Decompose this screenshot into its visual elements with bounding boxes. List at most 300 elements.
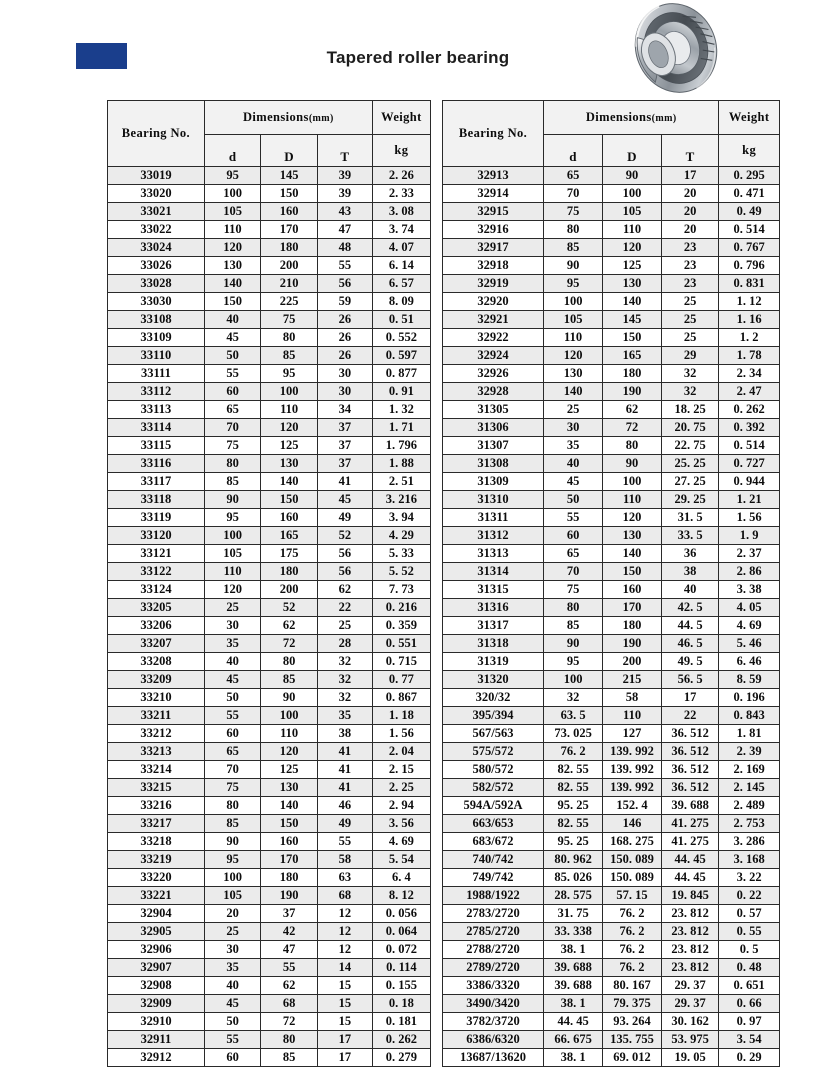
cell-dim-d: 25 bbox=[544, 401, 603, 419]
cell-bearing-no: 32926 bbox=[443, 365, 544, 383]
table-row bbox=[443, 617, 780, 635]
cell-bearing-no: 33116 bbox=[108, 455, 205, 473]
cell-dim-T: 44. 45 bbox=[662, 851, 719, 869]
cell-bearing-no: 33208 bbox=[108, 653, 205, 671]
table-row bbox=[108, 941, 431, 959]
cell-weight: 0. 29 bbox=[719, 1049, 780, 1067]
cell-dim-d: 25 bbox=[204, 923, 261, 941]
cell-bearing-no: 33113 bbox=[108, 401, 205, 419]
cell-weight: 2. 25 bbox=[372, 779, 430, 797]
cell-dim-D: 165 bbox=[261, 527, 318, 545]
cell-dim-T: 38 bbox=[662, 563, 719, 581]
table-row bbox=[108, 545, 431, 563]
cell-dim-D: 80 bbox=[261, 1031, 318, 1049]
header-bearing-no: Bearing No. bbox=[443, 101, 544, 167]
cell-weight: 7. 73 bbox=[372, 581, 430, 599]
cell-dim-D: 165 bbox=[603, 347, 662, 365]
cell-dim-d: 80 bbox=[544, 221, 603, 239]
table-row bbox=[443, 203, 780, 221]
table-row bbox=[108, 509, 431, 527]
cell-dim-d: 100 bbox=[204, 185, 261, 203]
cell-dim-D: 100 bbox=[261, 707, 318, 725]
cell-dim-D: 180 bbox=[261, 869, 318, 887]
cell-weight: 0. 196 bbox=[719, 689, 780, 707]
cell-dim-T: 29. 37 bbox=[662, 977, 719, 995]
cell-bearing-no: 31314 bbox=[443, 563, 544, 581]
cell-dim-d: 130 bbox=[544, 365, 603, 383]
cell-dim-D: 130 bbox=[261, 779, 318, 797]
cell-dim-T: 37 bbox=[317, 419, 372, 437]
cell-weight: 1. 9 bbox=[719, 527, 780, 545]
cell-dim-D: 62 bbox=[603, 401, 662, 419]
table-row bbox=[108, 167, 431, 185]
cell-dim-T: 32 bbox=[662, 383, 719, 401]
cell-dim-d: 105 bbox=[544, 311, 603, 329]
cell-dim-D: 170 bbox=[261, 221, 318, 239]
cell-dim-T: 17 bbox=[317, 1031, 372, 1049]
cell-weight: 2. 33 bbox=[372, 185, 430, 203]
cell-dim-d: 90 bbox=[544, 635, 603, 653]
cell-weight: 2. 86 bbox=[719, 563, 780, 581]
table-row bbox=[443, 527, 780, 545]
cell-weight: 6. 46 bbox=[719, 653, 780, 671]
table-row bbox=[443, 365, 780, 383]
table-row bbox=[443, 563, 780, 581]
header-bearing-no: Bearing No. bbox=[108, 101, 205, 167]
cell-dim-d: 80 bbox=[544, 599, 603, 617]
cell-dim-D: 120 bbox=[603, 509, 662, 527]
cell-dim-T: 39 bbox=[317, 167, 372, 185]
cell-dim-T: 36. 512 bbox=[662, 743, 719, 761]
cell-bearing-no: 683/672 bbox=[443, 833, 544, 851]
table-row bbox=[443, 653, 780, 671]
cell-dim-D: 76. 2 bbox=[603, 923, 662, 941]
cell-weight: 0. 715 bbox=[372, 653, 430, 671]
cell-bearing-no: 33213 bbox=[108, 743, 205, 761]
cell-dim-D: 90 bbox=[261, 689, 318, 707]
cell-weight: 0. 831 bbox=[719, 275, 780, 293]
cell-weight: 3. 54 bbox=[719, 1031, 780, 1049]
cell-dim-D: 160 bbox=[261, 203, 318, 221]
cell-dim-D: 139. 992 bbox=[603, 743, 662, 761]
cell-weight: 0. 77 bbox=[372, 671, 430, 689]
table-row bbox=[443, 995, 780, 1013]
cell-bearing-no: 32904 bbox=[108, 905, 205, 923]
cell-bearing-no: 594A/592A bbox=[443, 797, 544, 815]
cell-dim-d: 60 bbox=[204, 1049, 261, 1067]
cell-dim-D: 42 bbox=[261, 923, 318, 941]
cell-weight: 1. 16 bbox=[719, 311, 780, 329]
table-row bbox=[108, 959, 431, 977]
cell-bearing-no: 2788/2720 bbox=[443, 941, 544, 959]
cell-dim-D: 150 bbox=[261, 491, 318, 509]
cell-bearing-no: 32912 bbox=[108, 1049, 205, 1067]
cell-dim-D: 110 bbox=[261, 401, 318, 419]
cell-dim-D: 190 bbox=[603, 383, 662, 401]
cell-dim-d: 82. 55 bbox=[544, 761, 603, 779]
cell-dim-T: 42. 5 bbox=[662, 599, 719, 617]
cell-dim-d: 105 bbox=[204, 887, 261, 905]
cell-bearing-no: 1988/1922 bbox=[443, 887, 544, 905]
cell-weight: 5. 33 bbox=[372, 545, 430, 563]
left-table-body bbox=[108, 167, 431, 1067]
table-row bbox=[108, 923, 431, 941]
cell-weight: 1. 56 bbox=[719, 509, 780, 527]
cell-dim-T: 63 bbox=[317, 869, 372, 887]
cell-dim-D: 93. 264 bbox=[603, 1013, 662, 1031]
cell-dim-T: 38 bbox=[317, 725, 372, 743]
cell-dim-d: 31. 75 bbox=[544, 905, 603, 923]
cell-dim-T: 15 bbox=[317, 977, 372, 995]
cell-bearing-no: 33220 bbox=[108, 869, 205, 887]
header-weight-unit: kg bbox=[719, 135, 780, 167]
cell-dim-d: 60 bbox=[204, 725, 261, 743]
cell-bearing-no: 580/572 bbox=[443, 761, 544, 779]
cell-weight: 1. 796 bbox=[372, 437, 430, 455]
table-row bbox=[443, 851, 780, 869]
cell-dim-T: 56 bbox=[317, 545, 372, 563]
cell-dim-D: 75 bbox=[261, 311, 318, 329]
cell-bearing-no: 33112 bbox=[108, 383, 205, 401]
header-col-T: T bbox=[662, 135, 719, 167]
cell-bearing-no: 33212 bbox=[108, 725, 205, 743]
cell-weight: 0. 181 bbox=[372, 1013, 430, 1031]
table-row bbox=[443, 725, 780, 743]
cell-dim-D: 57. 15 bbox=[603, 887, 662, 905]
cell-dim-d: 38. 1 bbox=[544, 941, 603, 959]
cell-dim-T: 44. 5 bbox=[662, 617, 719, 635]
table-row bbox=[108, 563, 431, 581]
cell-dim-T: 55 bbox=[317, 257, 372, 275]
table-row bbox=[443, 545, 780, 563]
cell-bearing-no: 31309 bbox=[443, 473, 544, 491]
cell-bearing-no: 32909 bbox=[108, 995, 205, 1013]
table-row bbox=[108, 239, 431, 257]
cell-dim-d: 70 bbox=[544, 563, 603, 581]
cell-dim-d: 75 bbox=[544, 203, 603, 221]
cell-weight: 3. 38 bbox=[719, 581, 780, 599]
table-row bbox=[443, 473, 780, 491]
cell-bearing-no: 33020 bbox=[108, 185, 205, 203]
cell-dim-T: 17 bbox=[662, 689, 719, 707]
cell-bearing-no: 33120 bbox=[108, 527, 205, 545]
cell-dim-d: 25 bbox=[204, 599, 261, 617]
cell-bearing-no: 567/563 bbox=[443, 725, 544, 743]
cell-dim-D: 76. 2 bbox=[603, 959, 662, 977]
cell-weight: 0. 727 bbox=[719, 455, 780, 473]
cell-weight: 0. 57 bbox=[719, 905, 780, 923]
cell-dim-T: 25 bbox=[662, 311, 719, 329]
table-row bbox=[443, 599, 780, 617]
cell-weight: 0. 91 bbox=[372, 383, 430, 401]
cell-bearing-no: 33216 bbox=[108, 797, 205, 815]
table-row bbox=[108, 185, 431, 203]
cell-dim-d: 70 bbox=[204, 419, 261, 437]
cell-bearing-no: 31320 bbox=[443, 671, 544, 689]
cell-dim-D: 100 bbox=[603, 473, 662, 491]
cell-bearing-no: 31312 bbox=[443, 527, 544, 545]
cell-dim-T: 23 bbox=[662, 257, 719, 275]
table-row bbox=[108, 707, 431, 725]
header-col-d: d bbox=[544, 135, 603, 167]
cell-dim-T: 49. 5 bbox=[662, 653, 719, 671]
table-row bbox=[443, 383, 780, 401]
cell-dim-d: 30 bbox=[204, 617, 261, 635]
cell-bearing-no: 32911 bbox=[108, 1031, 205, 1049]
cell-bearing-no: 13687/13620 bbox=[443, 1049, 544, 1067]
cell-dim-D: 145 bbox=[261, 167, 318, 185]
cell-dim-D: 225 bbox=[261, 293, 318, 311]
cell-dim-d: 120 bbox=[204, 239, 261, 257]
cell-dim-d: 55 bbox=[204, 365, 261, 383]
cell-bearing-no: 3490/3420 bbox=[443, 995, 544, 1013]
cell-dim-D: 130 bbox=[603, 527, 662, 545]
table-row bbox=[108, 833, 431, 851]
cell-dim-d: 39. 688 bbox=[544, 959, 603, 977]
cell-dim-d: 110 bbox=[204, 221, 261, 239]
cell-weight: 8. 59 bbox=[719, 671, 780, 689]
cell-dim-T: 25. 25 bbox=[662, 455, 719, 473]
cell-bearing-no: 33021 bbox=[108, 203, 205, 221]
cell-dim-D: 105 bbox=[603, 203, 662, 221]
cell-dim-D: 190 bbox=[603, 635, 662, 653]
table-row bbox=[108, 311, 431, 329]
cell-bearing-no: 33207 bbox=[108, 635, 205, 653]
cell-bearing-no: 32928 bbox=[443, 383, 544, 401]
cell-weight: 1. 71 bbox=[372, 419, 430, 437]
table-row bbox=[108, 851, 431, 869]
table-row bbox=[443, 635, 780, 653]
cell-dim-d: 75 bbox=[204, 437, 261, 455]
cell-bearing-no: 32919 bbox=[443, 275, 544, 293]
cell-dim-d: 30 bbox=[544, 419, 603, 437]
cell-dim-D: 150 bbox=[261, 185, 318, 203]
cell-dim-T: 37 bbox=[317, 437, 372, 455]
cell-weight: 2. 489 bbox=[719, 797, 780, 815]
cell-dim-D: 180 bbox=[261, 563, 318, 581]
cell-dim-d: 95. 25 bbox=[544, 833, 603, 851]
cell-dim-T: 41 bbox=[317, 743, 372, 761]
cell-dim-d: 45 bbox=[204, 995, 261, 1013]
cell-dim-d: 70 bbox=[544, 185, 603, 203]
cell-weight: 1. 81 bbox=[719, 725, 780, 743]
cell-weight: 2. 753 bbox=[719, 815, 780, 833]
cell-dim-T: 23 bbox=[662, 239, 719, 257]
cell-dim-d: 39. 688 bbox=[544, 977, 603, 995]
cell-bearing-no: 582/572 bbox=[443, 779, 544, 797]
cell-weight: 0. 155 bbox=[372, 977, 430, 995]
header-weight: Weight bbox=[719, 101, 780, 135]
cell-dim-d: 32 bbox=[544, 689, 603, 707]
cell-dim-d: 60 bbox=[204, 383, 261, 401]
cell-dim-D: 168. 275 bbox=[603, 833, 662, 851]
cell-weight: 2. 145 bbox=[719, 779, 780, 797]
table-row bbox=[443, 905, 780, 923]
cell-dim-D: 62 bbox=[261, 977, 318, 995]
cell-dim-d: 110 bbox=[204, 563, 261, 581]
cell-dim-D: 146 bbox=[603, 815, 662, 833]
cell-weight: 0. 056 bbox=[372, 905, 430, 923]
cell-bearing-no: 31308 bbox=[443, 455, 544, 473]
cell-dim-d: 100 bbox=[204, 869, 261, 887]
cell-weight: 3. 286 bbox=[719, 833, 780, 851]
cell-dim-T: 23 bbox=[662, 275, 719, 293]
table-row bbox=[443, 293, 780, 311]
cell-dim-T: 22 bbox=[662, 707, 719, 725]
cell-dim-D: 72 bbox=[261, 635, 318, 653]
cell-weight: 0. 114 bbox=[372, 959, 430, 977]
cell-dim-D: 200 bbox=[603, 653, 662, 671]
header-weight-unit: kg bbox=[372, 135, 430, 167]
cell-bearing-no: 33214 bbox=[108, 761, 205, 779]
table-row bbox=[443, 977, 780, 995]
cell-bearing-no: 2785/2720 bbox=[443, 923, 544, 941]
cell-dim-D: 190 bbox=[261, 887, 318, 905]
cell-bearing-no: 32920 bbox=[443, 293, 544, 311]
cell-dim-d: 38. 1 bbox=[544, 1049, 603, 1067]
cell-weight: 0. 514 bbox=[719, 437, 780, 455]
cell-dim-d: 85 bbox=[544, 239, 603, 257]
table-row bbox=[443, 455, 780, 473]
cell-dim-D: 125 bbox=[261, 437, 318, 455]
table-row bbox=[108, 905, 431, 923]
cell-bearing-no: 31319 bbox=[443, 653, 544, 671]
right-spec-table bbox=[442, 100, 780, 1067]
cell-dim-T: 26 bbox=[317, 329, 372, 347]
cell-dim-D: 180 bbox=[603, 365, 662, 383]
cell-weight: 4. 05 bbox=[719, 599, 780, 617]
cell-weight: 0. 359 bbox=[372, 617, 430, 635]
cell-dim-D: 180 bbox=[261, 239, 318, 257]
cell-weight: 0. 97 bbox=[719, 1013, 780, 1031]
right-table-head bbox=[443, 101, 780, 167]
cell-dim-T: 35 bbox=[317, 707, 372, 725]
cell-dim-T: 23. 812 bbox=[662, 941, 719, 959]
cell-dim-D: 47 bbox=[261, 941, 318, 959]
cell-dim-d: 90 bbox=[544, 257, 603, 275]
table-row bbox=[108, 203, 431, 221]
cell-dim-d: 75 bbox=[204, 779, 261, 797]
cell-dim-d: 130 bbox=[204, 257, 261, 275]
cell-bearing-no: 31315 bbox=[443, 581, 544, 599]
cell-dim-d: 55 bbox=[204, 1031, 261, 1049]
cell-bearing-no: 31318 bbox=[443, 635, 544, 653]
cell-weight: 2. 47 bbox=[719, 383, 780, 401]
cell-weight: 3. 74 bbox=[372, 221, 430, 239]
cell-dim-d: 45 bbox=[204, 671, 261, 689]
cell-dim-T: 15 bbox=[317, 1013, 372, 1031]
cell-dim-T: 41 bbox=[317, 761, 372, 779]
cell-dim-T: 20 bbox=[662, 185, 719, 203]
cell-bearing-no: 33028 bbox=[108, 275, 205, 293]
cell-bearing-no: 33115 bbox=[108, 437, 205, 455]
cell-weight: 0. 064 bbox=[372, 923, 430, 941]
table-row bbox=[443, 437, 780, 455]
cell-dim-D: 200 bbox=[261, 257, 318, 275]
cell-dim-D: 210 bbox=[261, 275, 318, 293]
cell-dim-d: 85 bbox=[204, 473, 261, 491]
cell-bearing-no: 33209 bbox=[108, 671, 205, 689]
cell-bearing-no: 32906 bbox=[108, 941, 205, 959]
cell-bearing-no: 33219 bbox=[108, 851, 205, 869]
left-header-row-top bbox=[108, 101, 431, 135]
cell-dim-T: 29. 25 bbox=[662, 491, 719, 509]
table-row bbox=[108, 527, 431, 545]
cell-dim-d: 105 bbox=[204, 203, 261, 221]
cell-weight: 0. 48 bbox=[719, 959, 780, 977]
header-dimensions bbox=[204, 101, 372, 135]
cell-dim-D: 135. 755 bbox=[603, 1031, 662, 1049]
table-row bbox=[443, 329, 780, 347]
cell-dim-T: 30. 162 bbox=[662, 1013, 719, 1031]
cell-dim-T: 48 bbox=[317, 239, 372, 257]
cell-bearing-no: 320/32 bbox=[443, 689, 544, 707]
cell-dim-T: 19. 845 bbox=[662, 887, 719, 905]
table-row bbox=[108, 365, 431, 383]
cell-dim-d: 50 bbox=[204, 347, 261, 365]
cell-bearing-no: 33206 bbox=[108, 617, 205, 635]
cell-weight: 1. 78 bbox=[719, 347, 780, 365]
cell-dim-D: 139. 992 bbox=[603, 779, 662, 797]
cell-bearing-no: 33024 bbox=[108, 239, 205, 257]
table-row bbox=[443, 923, 780, 941]
cell-bearing-no: 32917 bbox=[443, 239, 544, 257]
cell-weight: 1. 32 bbox=[372, 401, 430, 419]
cell-dim-d: 35 bbox=[544, 437, 603, 455]
table-row bbox=[443, 887, 780, 905]
cell-dim-d: 28. 575 bbox=[544, 887, 603, 905]
cell-dim-D: 152. 4 bbox=[603, 797, 662, 815]
cell-dim-D: 62 bbox=[261, 617, 318, 635]
cell-dim-T: 41. 275 bbox=[662, 815, 719, 833]
cell-bearing-no: 740/742 bbox=[443, 851, 544, 869]
cell-dim-T: 28 bbox=[317, 635, 372, 653]
cell-dim-D: 145 bbox=[603, 311, 662, 329]
cell-bearing-no: 31317 bbox=[443, 617, 544, 635]
cell-dim-d: 65 bbox=[544, 167, 603, 185]
left-spec-table-wrapper bbox=[107, 100, 431, 1067]
cell-weight: 1. 18 bbox=[372, 707, 430, 725]
table-row bbox=[108, 581, 431, 599]
cell-weight: 0. 22 bbox=[719, 887, 780, 905]
cell-dim-D: 110 bbox=[261, 725, 318, 743]
table-row bbox=[108, 293, 431, 311]
cell-weight: 4. 69 bbox=[719, 617, 780, 635]
cell-dim-D: 160 bbox=[261, 509, 318, 527]
table-row bbox=[443, 743, 780, 761]
cell-weight: 0. 49 bbox=[719, 203, 780, 221]
header-col-T: T bbox=[317, 135, 372, 167]
table-row bbox=[443, 509, 780, 527]
table-row bbox=[108, 797, 431, 815]
table-row bbox=[108, 617, 431, 635]
cell-dim-D: 110 bbox=[603, 491, 662, 509]
cell-dim-T: 56 bbox=[317, 563, 372, 581]
header-col-D: D bbox=[261, 135, 318, 167]
cell-dim-d: 90 bbox=[204, 833, 261, 851]
cell-weight: 0. 796 bbox=[719, 257, 780, 275]
cell-dim-T: 49 bbox=[317, 509, 372, 527]
table-row bbox=[108, 689, 431, 707]
cell-dim-D: 120 bbox=[261, 743, 318, 761]
cell-dim-T: 20 bbox=[662, 221, 719, 239]
table-row bbox=[443, 869, 780, 887]
cell-dim-T: 58 bbox=[317, 851, 372, 869]
cell-dim-T: 17 bbox=[317, 1049, 372, 1067]
cell-dim-D: 80 bbox=[261, 329, 318, 347]
cell-dim-d: 95 bbox=[204, 851, 261, 869]
cell-weight: 0. 295 bbox=[719, 167, 780, 185]
